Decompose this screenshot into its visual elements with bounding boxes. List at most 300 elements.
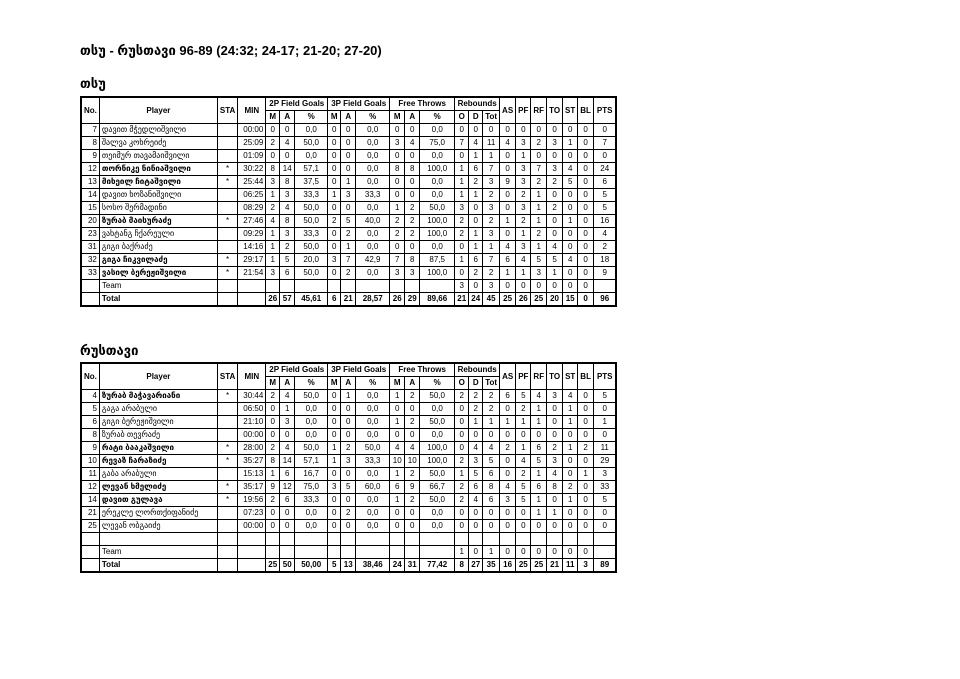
empty-cell	[238, 280, 266, 293]
stat-d: 2	[469, 176, 483, 189]
player-row	[81, 468, 616, 481]
stats-table-tsu	[80, 96, 617, 307]
empty-cell	[341, 533, 356, 546]
stat-p3: 60,0	[356, 481, 390, 494]
empty-cell	[280, 280, 295, 293]
empty-cell	[593, 533, 616, 546]
minutes: 19:56	[238, 494, 266, 507]
stat-pf: 100,0	[420, 163, 455, 176]
stat-m2: 2	[266, 494, 280, 507]
starter-mark	[217, 403, 237, 416]
player-row	[81, 189, 616, 202]
team-stat-as: 0	[500, 280, 516, 293]
stat-pf: 4	[516, 455, 531, 468]
stat-pts: 0	[593, 520, 616, 533]
stat-tot: 2	[483, 390, 500, 403]
stat-p2: 37,5	[295, 176, 328, 189]
player-row	[81, 241, 616, 254]
empty-cell	[390, 533, 405, 546]
stat-pts: 5	[593, 390, 616, 403]
stat-to: 0	[547, 494, 563, 507]
header-d: D	[469, 377, 483, 390]
stat-p3: 0,0	[356, 468, 390, 481]
stat-st: 0	[563, 267, 578, 280]
stat-as: 6	[500, 390, 516, 403]
stat-p2: 0,0	[295, 520, 328, 533]
total-mf: 26	[390, 293, 405, 307]
stat-a3: 0	[341, 137, 356, 150]
stat-m3: 0	[328, 416, 341, 429]
stat-pts: 6	[593, 176, 616, 189]
minutes: 25:09	[238, 137, 266, 150]
stat-pf: 1	[516, 267, 531, 280]
empty-cell	[356, 546, 390, 559]
stat-st: 4	[563, 254, 578, 267]
stat-a3: 0	[341, 202, 356, 215]
minutes: 14:16	[238, 241, 266, 254]
stat-bl: 0	[578, 267, 594, 280]
empty-cell	[390, 280, 405, 293]
player-name: ზურაბ თევრაძე	[99, 429, 217, 442]
stat-bl: 0	[578, 241, 594, 254]
stat-as: 9	[500, 176, 516, 189]
player-row	[81, 150, 616, 163]
empty-cell	[420, 533, 455, 546]
starter-mark: *	[217, 176, 237, 189]
empty-cell	[455, 533, 469, 546]
stat-p3: 0,0	[356, 241, 390, 254]
header-pts: PTS	[593, 363, 616, 390]
player-name: ლევან ობგაიძე	[99, 520, 217, 533]
stat-pts: 1	[593, 416, 616, 429]
blank-row	[81, 533, 616, 546]
player-number: 20	[81, 215, 99, 228]
total-p3: 28,57	[356, 293, 390, 307]
stat-m2: 0	[266, 150, 280, 163]
player-row	[81, 416, 616, 429]
header-a: A	[405, 111, 420, 124]
header-m: M	[266, 111, 280, 124]
stat-af: 4	[405, 442, 420, 455]
total-row	[81, 293, 616, 307]
stat-pf: 3	[516, 241, 531, 254]
stat-st: 0	[563, 241, 578, 254]
minutes: 35:17	[238, 481, 266, 494]
stat-pf: 0,0	[420, 189, 455, 202]
stat-o: 2	[455, 215, 469, 228]
stat-a3: 1	[341, 390, 356, 403]
stat-af: 2	[405, 416, 420, 429]
stat-tot: 7	[483, 254, 500, 267]
header-2p-field-goals: 2P Field Goals	[266, 97, 328, 111]
stat-af: 2	[405, 202, 420, 215]
stat-af: 2	[405, 390, 420, 403]
stat-o: 0	[455, 267, 469, 280]
stat-a3: 0	[341, 416, 356, 429]
stat-st: 0	[563, 455, 578, 468]
stat-rf: 0	[531, 429, 547, 442]
stat-m3: 0	[328, 241, 341, 254]
stat-d: 1	[469, 150, 483, 163]
starter-mark: *	[217, 267, 237, 280]
stat-tot: 2	[483, 403, 500, 416]
stat-bl: 0	[578, 189, 594, 202]
header-min: MIN	[238, 97, 266, 124]
stat-o: 2	[455, 481, 469, 494]
stat-a3: 1	[341, 176, 356, 189]
empty-cell	[81, 293, 99, 307]
stat-st: 1	[563, 215, 578, 228]
header-no: No.	[81, 97, 99, 124]
stat-d: 2	[469, 267, 483, 280]
header-tot: Tot	[483, 377, 500, 390]
stat-o: 0	[455, 429, 469, 442]
starter-mark: *	[217, 254, 237, 267]
stat-m2: 8	[266, 455, 280, 468]
stat-to: 0	[547, 520, 563, 533]
empty-cell	[483, 533, 500, 546]
stat-p2: 0,0	[295, 150, 328, 163]
stat-as: 0	[500, 507, 516, 520]
stat-m2: 0	[266, 416, 280, 429]
stat-a3: 2	[341, 228, 356, 241]
stat-mf: 8	[390, 163, 405, 176]
stat-bl: 0	[578, 150, 594, 163]
player-number: 32	[81, 254, 99, 267]
stat-a3: 3	[341, 189, 356, 202]
stat-m2: 0	[266, 520, 280, 533]
header-a: A	[341, 111, 356, 124]
stat-o: 2	[455, 455, 469, 468]
stat-m2: 1	[266, 241, 280, 254]
empty-cell	[266, 280, 280, 293]
header-m: M	[328, 111, 341, 124]
minutes: 00:00	[238, 429, 266, 442]
stat-to: 3	[547, 137, 563, 150]
stat-af: 2	[405, 228, 420, 241]
stat-o: 0	[455, 124, 469, 137]
stat-pf: 2	[516, 403, 531, 416]
stat-a2: 4	[280, 390, 295, 403]
header-3p-field-goals: 3P Field Goals	[328, 363, 390, 377]
stat-tot: 0	[483, 124, 500, 137]
stat-m2: 0	[266, 124, 280, 137]
header-rebounds: Rebounds	[455, 97, 500, 111]
stat-rf: 0	[531, 520, 547, 533]
stat-a2: 4	[280, 442, 295, 455]
total-mf: 24	[390, 559, 405, 573]
stat-p3: 50,0	[356, 442, 390, 455]
player-name: გიგა ჩიკვილაძე	[99, 254, 217, 267]
stat-mf: 0	[390, 403, 405, 416]
player-number: 23	[81, 228, 99, 241]
empty-cell	[328, 546, 341, 559]
stat-p2: 50,0	[295, 202, 328, 215]
header-bl: BL	[578, 363, 594, 390]
stat-pf: 100,0	[420, 228, 455, 241]
stat-bl: 1	[578, 468, 594, 481]
header-min: MIN	[238, 363, 266, 390]
player-number: 4	[81, 390, 99, 403]
total-label: Total	[99, 293, 217, 307]
stat-p2: 50,0	[295, 137, 328, 150]
stat-as: 0	[500, 228, 516, 241]
player-name: სოსო შერმადინი	[99, 202, 217, 215]
stat-a3: 0	[341, 124, 356, 137]
stat-d: 2	[469, 390, 483, 403]
total-st: 11	[563, 559, 578, 573]
stat-m3: 0	[328, 429, 341, 442]
stat-a2: 6	[280, 494, 295, 507]
player-number: 12	[81, 481, 99, 494]
stat-o: 1	[455, 468, 469, 481]
minutes: 27:46	[238, 215, 266, 228]
player-row	[81, 267, 616, 280]
stat-tot: 11	[483, 137, 500, 150]
stat-mf: 0	[390, 176, 405, 189]
header-sta: STA	[217, 97, 237, 124]
stat-pf: 0	[516, 124, 531, 137]
stat-pts: 5	[593, 494, 616, 507]
stat-to: 0	[547, 124, 563, 137]
player-name: ერეკლე ლორთქიფანიძე	[99, 507, 217, 520]
minutes: 28:00	[238, 442, 266, 455]
stat-rf: 1	[531, 202, 547, 215]
stat-tot: 3	[483, 202, 500, 215]
empty-cell	[217, 280, 237, 293]
header-m: M	[328, 377, 341, 390]
team-stat-pf: 0	[516, 546, 531, 559]
stat-pf: 0,0	[420, 429, 455, 442]
stat-rf: 3	[531, 267, 547, 280]
header-pct: %	[295, 377, 328, 390]
stat-p2: 50,0	[295, 215, 328, 228]
stat-pts: 4	[593, 228, 616, 241]
stat-af: 0	[405, 176, 420, 189]
stat-a3: 3	[341, 455, 356, 468]
stat-pts: 5	[593, 189, 616, 202]
stat-m3: 0	[328, 202, 341, 215]
player-name: ლევან ხმელიძე	[99, 481, 217, 494]
stat-tot: 0	[483, 520, 500, 533]
stat-pf: 1	[516, 442, 531, 455]
stat-a2: 14	[280, 163, 295, 176]
stat-tot: 2	[483, 189, 500, 202]
stat-d: 6	[469, 481, 483, 494]
stat-af: 2	[405, 215, 420, 228]
team-row	[81, 546, 616, 559]
total-af: 31	[405, 559, 420, 573]
stat-bl: 0	[578, 403, 594, 416]
stat-pf: 0,0	[420, 241, 455, 254]
stat-a3: 0	[341, 403, 356, 416]
stat-o: 1	[455, 176, 469, 189]
starter-mark	[217, 507, 237, 520]
stat-p2: 75,0	[295, 481, 328, 494]
team-stat-bl: 0	[578, 546, 594, 559]
total-pf: 25	[516, 559, 531, 573]
stat-st: 0	[563, 507, 578, 520]
stats-table-rustavi	[80, 362, 617, 573]
empty-cell	[99, 533, 217, 546]
player-number: 9	[81, 442, 99, 455]
total-bl: 0	[578, 293, 594, 307]
team-stat-to: 0	[547, 546, 563, 559]
stat-tot: 1	[483, 150, 500, 163]
empty-cell	[578, 533, 594, 546]
player-row	[81, 124, 616, 137]
header-pct: %	[295, 111, 328, 124]
stat-as: 6	[500, 254, 516, 267]
stat-p2: 0,0	[295, 124, 328, 137]
total-pf: 89,66	[420, 293, 455, 307]
stat-a2: 3	[280, 189, 295, 202]
team-row-label: Team	[99, 280, 217, 293]
starter-mark: *	[217, 390, 237, 403]
player-row	[81, 215, 616, 228]
starter-mark	[217, 520, 237, 533]
stat-a3: 2	[341, 267, 356, 280]
stat-mf: 0	[390, 124, 405, 137]
stat-d: 1	[469, 416, 483, 429]
player-number: 8	[81, 429, 99, 442]
stat-tot: 6	[483, 468, 500, 481]
stat-p3: 0,0	[356, 416, 390, 429]
header-st: ST	[563, 97, 578, 124]
empty-cell	[328, 280, 341, 293]
empty-cell	[356, 533, 390, 546]
player-row	[81, 520, 616, 533]
stat-p3: 0,0	[356, 390, 390, 403]
stat-p3: 0,0	[356, 150, 390, 163]
player-name: დავით ხოზანიშვილი	[99, 189, 217, 202]
stat-as: 0	[500, 455, 516, 468]
empty-cell	[563, 533, 578, 546]
stat-tot: 0	[483, 507, 500, 520]
team-stat-pf: 0	[516, 280, 531, 293]
player-name: რევაზ ჩარაზიძე	[99, 455, 217, 468]
stat-pts: 16	[593, 215, 616, 228]
stat-st: 1	[563, 416, 578, 429]
stat-pf: 0,0	[420, 124, 455, 137]
stat-rf: 6	[531, 481, 547, 494]
stat-p3: 0,0	[356, 267, 390, 280]
header-m: M	[390, 377, 405, 390]
header-o: O	[455, 377, 469, 390]
stat-p2: 16,7	[295, 468, 328, 481]
total-p2: 50,00	[295, 559, 328, 573]
stat-m3: 3	[328, 254, 341, 267]
stat-d: 2	[469, 403, 483, 416]
stat-d: 1	[469, 241, 483, 254]
empty-cell	[217, 293, 237, 307]
team-stat-rf: 0	[531, 546, 547, 559]
stat-o: 7	[455, 137, 469, 150]
team-stat-d: 0	[469, 280, 483, 293]
stat-tot: 0	[483, 429, 500, 442]
stat-d: 0	[469, 520, 483, 533]
stat-a2: 1	[280, 403, 295, 416]
stat-to: 0	[547, 215, 563, 228]
starter-mark	[217, 202, 237, 215]
stat-mf: 1	[390, 202, 405, 215]
total-m2: 26	[266, 293, 280, 307]
stat-bl: 0	[578, 124, 594, 137]
stat-pts: 18	[593, 254, 616, 267]
stat-p3: 42,9	[356, 254, 390, 267]
player-number: 33	[81, 267, 99, 280]
stat-m3: 0	[328, 228, 341, 241]
player-row	[81, 507, 616, 520]
team-stat-o: 3	[455, 280, 469, 293]
stat-p3: 0,0	[356, 124, 390, 137]
stat-af: 2	[405, 468, 420, 481]
stat-pf: 50,0	[420, 468, 455, 481]
empty-cell	[238, 293, 266, 307]
total-o: 21	[455, 293, 469, 307]
stat-m2: 3	[266, 267, 280, 280]
total-m3: 5	[328, 559, 341, 573]
stat-st: 1	[563, 494, 578, 507]
header-free-throws: Free Throws	[390, 363, 455, 377]
player-name: შალვა კოხრეიძე	[99, 137, 217, 150]
stat-o: 3	[455, 202, 469, 215]
stat-pts: 7	[593, 137, 616, 150]
team-stat-st: 0	[563, 280, 578, 293]
stat-p2: 50,0	[295, 241, 328, 254]
player-name: დავით გულავა	[99, 494, 217, 507]
player-number: 9	[81, 150, 99, 163]
header-player: Player	[99, 97, 217, 124]
stat-d: 0	[469, 215, 483, 228]
stat-st: 2	[563, 481, 578, 494]
stat-p2: 33,3	[295, 189, 328, 202]
stat-af: 0	[405, 403, 420, 416]
player-row	[81, 390, 616, 403]
header-as: AS	[500, 97, 516, 124]
stat-m3: 0	[328, 494, 341, 507]
minutes: 25:44	[238, 176, 266, 189]
total-to: 21	[547, 559, 563, 573]
stat-to: 5	[547, 254, 563, 267]
stat-rf: 5	[531, 455, 547, 468]
stat-to: 0	[547, 403, 563, 416]
stat-as: 4	[500, 137, 516, 150]
team-stat-tot: 3	[483, 280, 500, 293]
stat-p2: 50,0	[295, 442, 328, 455]
player-row	[81, 442, 616, 455]
player-number: 11	[81, 468, 99, 481]
player-name: რატი ბააკაშვილი	[99, 442, 217, 455]
player-number: 7	[81, 124, 99, 137]
stat-rf: 1	[531, 241, 547, 254]
empty-cell	[547, 533, 563, 546]
stat-pf: 3	[516, 137, 531, 150]
stat-m2: 2	[266, 442, 280, 455]
header-bl: BL	[578, 97, 594, 124]
stat-tot: 8	[483, 481, 500, 494]
stat-af: 2	[405, 494, 420, 507]
total-tot: 35	[483, 559, 500, 573]
player-number: 21	[81, 507, 99, 520]
stat-mf: 3	[390, 267, 405, 280]
empty-cell	[356, 280, 390, 293]
stat-as: 0	[500, 468, 516, 481]
stat-as: 4	[500, 481, 516, 494]
stat-m2: 1	[266, 189, 280, 202]
player-number: 31	[81, 241, 99, 254]
stat-m2: 2	[266, 390, 280, 403]
